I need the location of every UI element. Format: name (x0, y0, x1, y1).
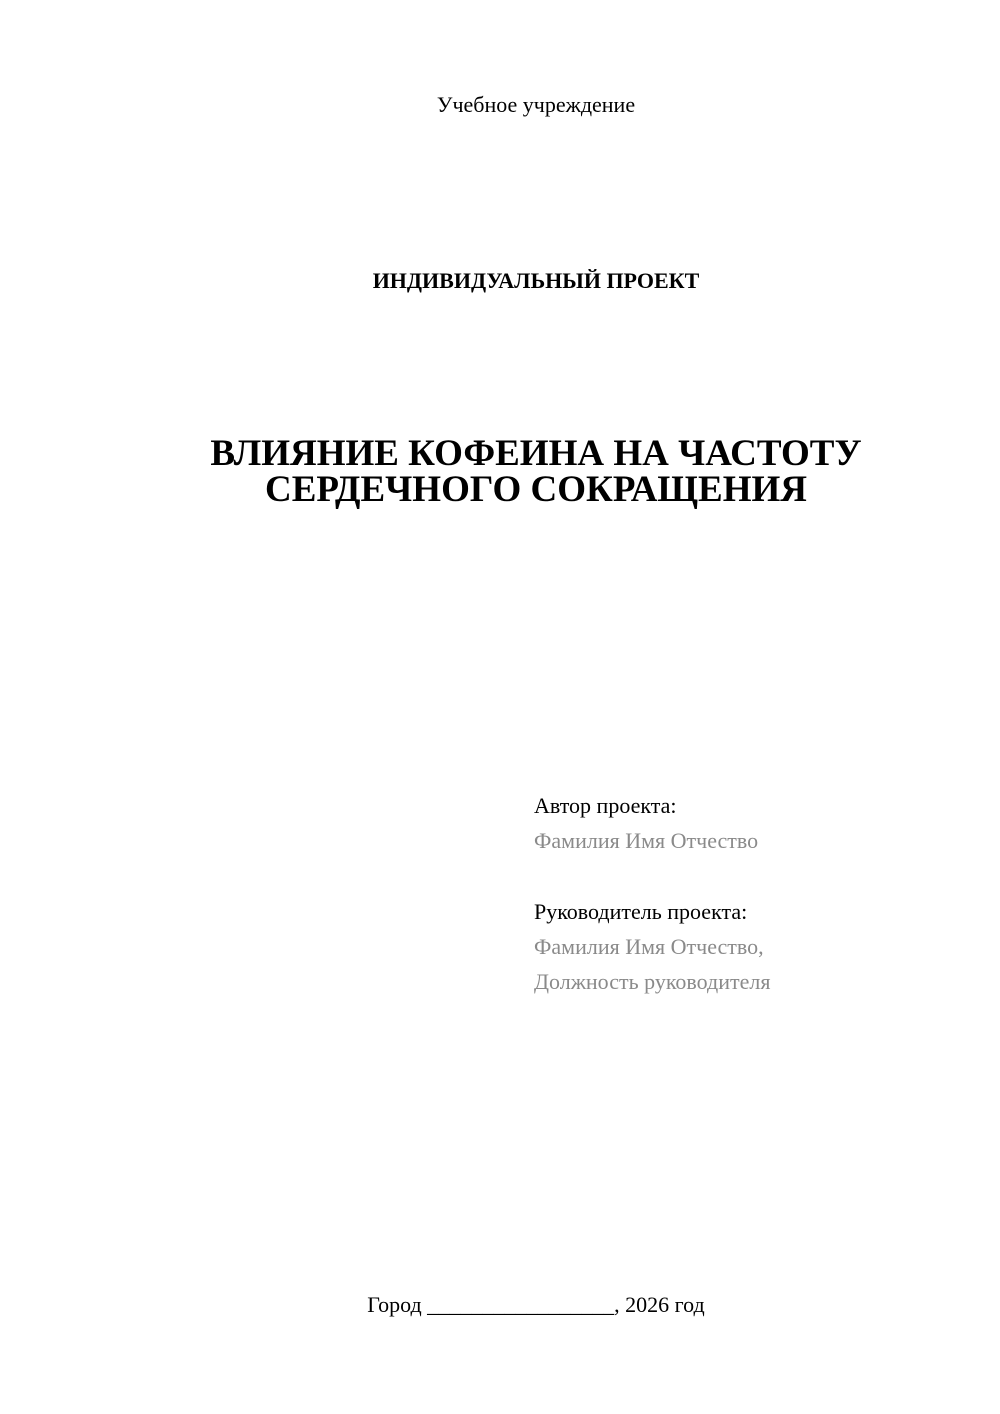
project-credits (534, 788, 974, 999)
supervisor-position: Должность руководителя (534, 969, 771, 994)
supervisor-label: Руководитель проекта: (534, 899, 748, 924)
author-name: Фамилия Имя Отчество (534, 828, 759, 853)
author-label: Автор проекта: (534, 793, 677, 818)
city-year-line: Город _________________, 2026 год (367, 1292, 705, 1317)
credits-spacer (534, 858, 974, 894)
supervisor-name: Фамилия Имя Отчество, (534, 934, 764, 959)
project-title-line-2: СЕРДЕЧНОГО СОКРАЩЕНИЯ (264, 469, 808, 510)
document-type: ИНДИВИДУАЛЬНЫЙ ПРОЕКТ (372, 268, 700, 293)
project-title-line-1: ВЛИЯНИЕ КОФЕИНА НА ЧАСТОТУ (210, 433, 862, 474)
project-title (0, 433, 1000, 510)
institution-name: Учебное учреждение (436, 92, 636, 117)
